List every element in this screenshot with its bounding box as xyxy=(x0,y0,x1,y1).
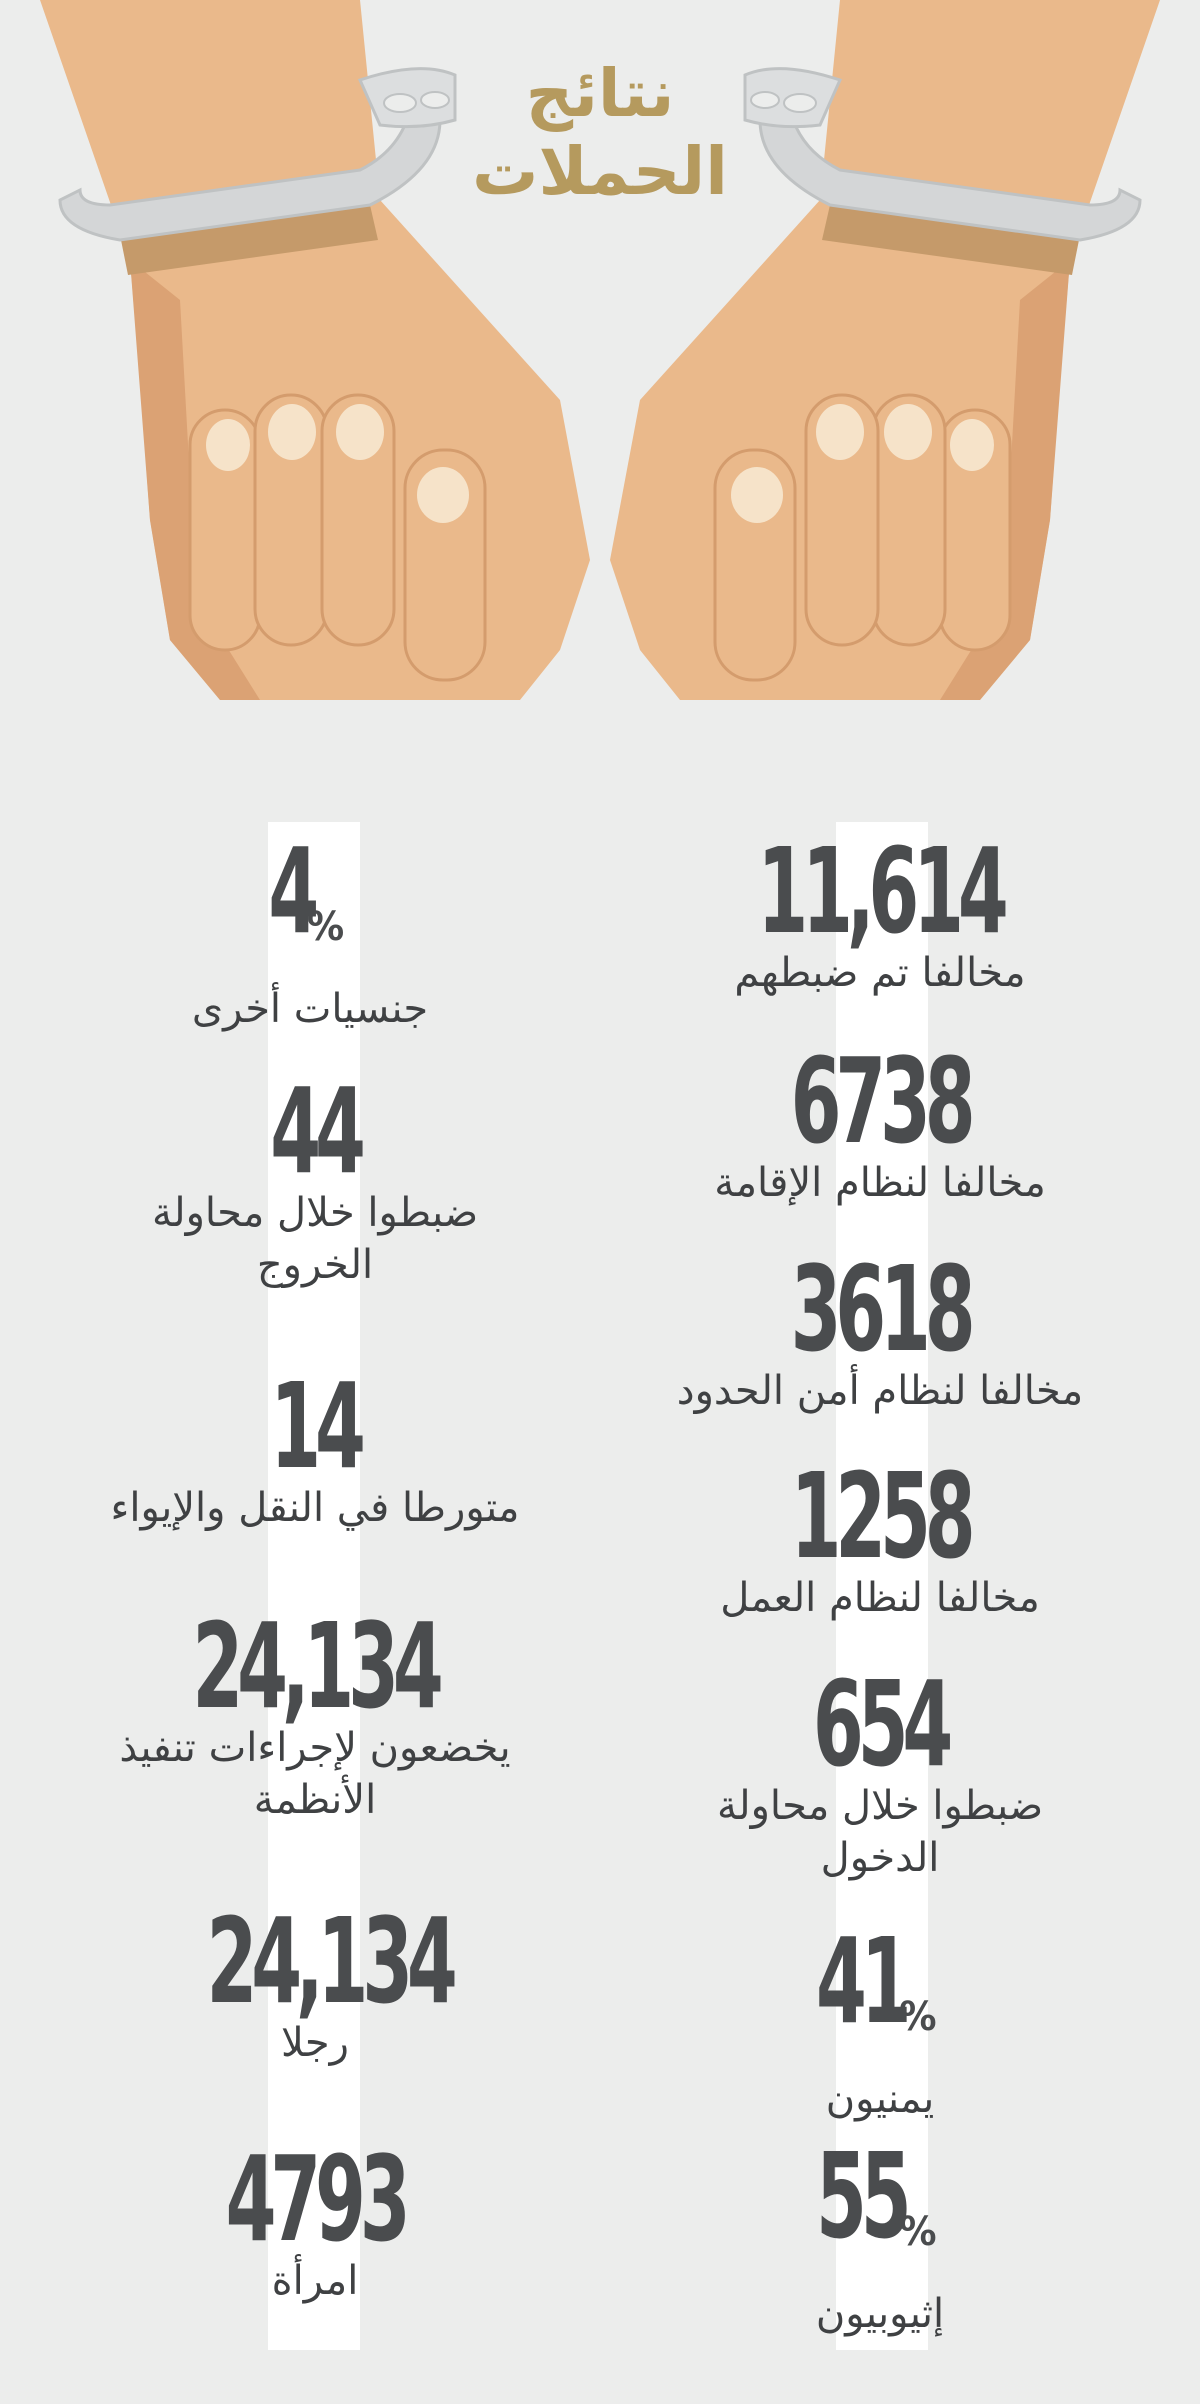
stat-label: مخالفا لنظام الإقامة xyxy=(714,1160,1046,1206)
stat-label: ضبطوا خلال محاولة الدخول xyxy=(716,1783,1044,1881)
title-line-2: الحملات xyxy=(472,133,728,210)
stat-label: متورطا في النقل والإيواء xyxy=(110,1485,520,1531)
stat-value: 1258 xyxy=(790,1447,970,1585)
stat-label: مخالفا لنظام العمل xyxy=(720,1575,1040,1621)
stat-value: 24,134 xyxy=(206,1892,452,2030)
stat-transport-shelter xyxy=(60,1357,570,1534)
stat-value: 654 xyxy=(812,1655,948,1793)
stat-label: يمنيون xyxy=(825,2076,935,2122)
stat-other-nationalities xyxy=(160,822,460,1035)
stat-border-violators xyxy=(620,1240,1140,1417)
stat-label: إثيوبيون xyxy=(815,2291,945,2337)
stat-value: 55% xyxy=(816,2127,937,2265)
stat-label: مخالفا تم ضبطهم xyxy=(734,950,1026,996)
stat-value: 11,614 xyxy=(757,822,1003,960)
stat-women xyxy=(140,2130,490,2307)
stat-label: امرأة xyxy=(271,2258,359,2304)
stat-under-procedures xyxy=(90,1597,540,1826)
stat-ethiopians xyxy=(730,2127,1030,2340)
stat-men xyxy=(140,1892,490,2069)
stat-value: 24,134 xyxy=(192,1597,438,1735)
infographic-title xyxy=(450,55,750,211)
stat-value: 41% xyxy=(816,1912,937,2050)
stat-violators-caught xyxy=(630,822,1130,999)
title-line-1: نتائج xyxy=(525,55,675,132)
stat-value: 44 xyxy=(270,1062,360,1200)
stat-value: 4% xyxy=(268,822,345,960)
stat-yemenis xyxy=(730,1912,1030,2125)
stat-residency-violators xyxy=(630,1032,1130,1209)
stat-label: جنسيات أخرى xyxy=(191,986,429,1032)
stat-label: رجلا xyxy=(281,2020,349,2066)
stat-label: ضبطوا خلال محاولة الخروج xyxy=(151,1190,479,1288)
stat-caught-exiting xyxy=(140,1062,490,1291)
stat-value: 4793 xyxy=(225,2130,405,2268)
stat-caught-entering xyxy=(680,1655,1080,1884)
stat-label: مخالفا لنظام أمن الحدود xyxy=(676,1368,1084,1414)
stat-label: يخضعون لإجراءات تنفيذ الأنظمة xyxy=(119,1725,511,1823)
stat-value: 3618 xyxy=(790,1240,970,1378)
left-column-strip xyxy=(268,822,360,2350)
stat-value: 6738 xyxy=(790,1032,970,1170)
stat-labor-violators xyxy=(630,1447,1130,1624)
stat-value: 14 xyxy=(270,1357,360,1495)
